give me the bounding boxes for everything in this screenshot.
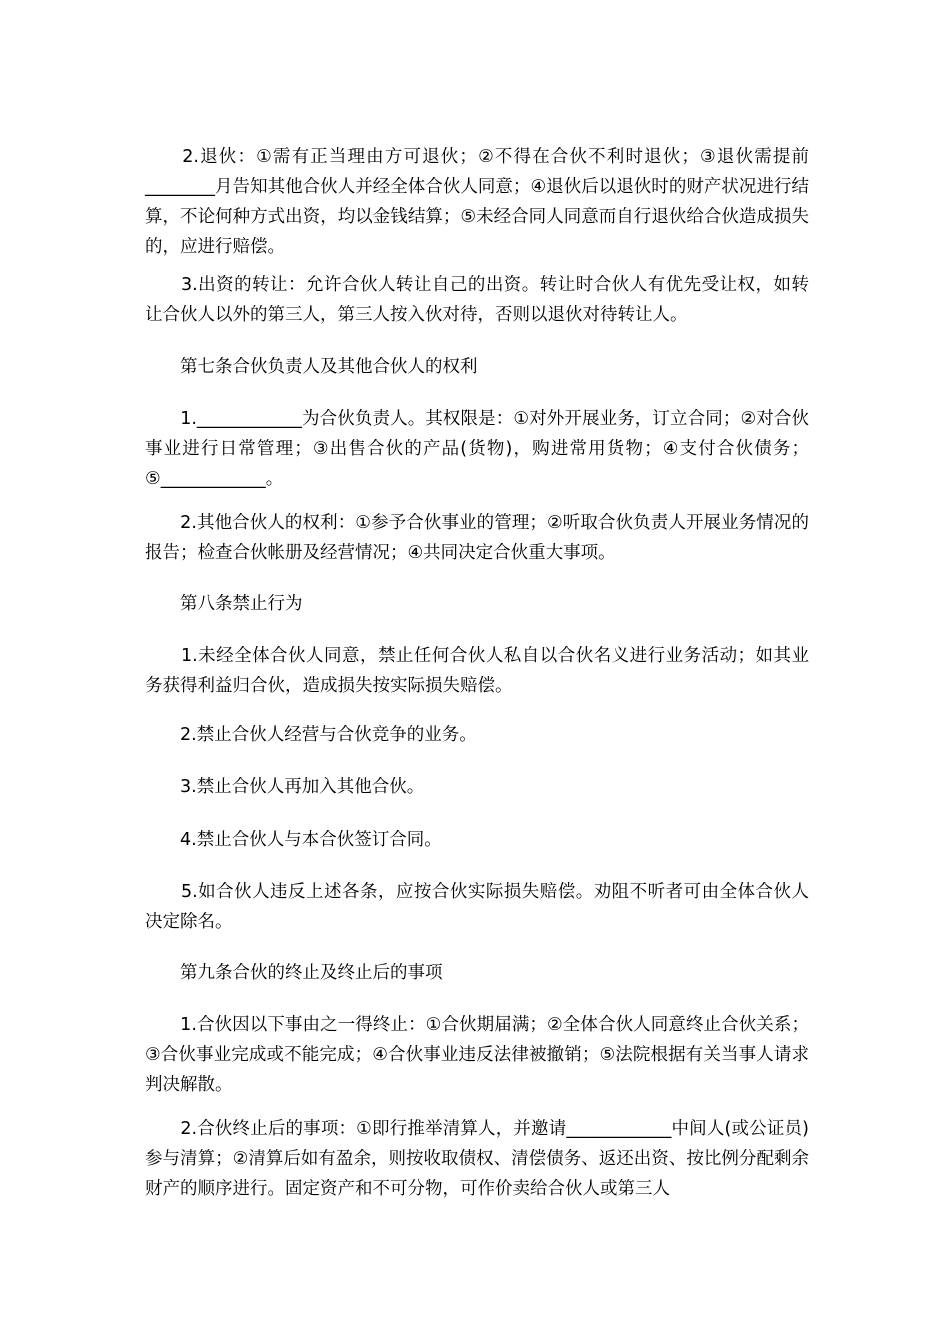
paragraph-termination-causes: 1.合伙因以下事由之一得终止：①合伙期届满；②全体合伙人同意终止合伙关系；③合伙事业完成或不能完成；④合伙事业违反法律被撤销；⑤法院根据有关当事人请求判决解散。 [145, 1015, 809, 1095]
paragraph-after-termination: 2.合伙终止后的事项：①即行推举清算人，并邀请____________中间人(或公证员)参与清算；②清算后如有盈余，则按收取债权、清偿债务、返还出资、按比例分配剩余财产的顺序进行。固定资产和不可分物，可作价卖给合伙人或第三人 [145, 1119, 809, 1199]
paragraph-partnership-manager: 1.____________为合伙负责人。其权限是：①对外开展业务，订立合同；②对合伙事业进行日常管理；③出售合伙的产品(货物)，购进常用货物；④支付合伙债务；⑤____________。 [145, 409, 809, 489]
article-8-heading: 第八条禁止行为 [145, 594, 303, 614]
paragraph-capital-transfer: 3.出资的转让：允许合伙人转让自己的出资。转让时合伙人有优先受让权，如转让合伙人以外的第三人，第三人按入伙对待，否则以退伙对待转让人。 [145, 275, 809, 325]
paragraph-prohibition-5: 5.如合伙人违反上述各条，应按合伙实际损失赔偿。劝阻不听者可由全体合伙人决定除名。 [145, 882, 809, 932]
paragraph-withdrawal: 2.退伙：①需有正当理由方可退伙；②不得在合伙不利时退伙；③退伙需提前________月告知其他合伙人并经全体合伙人同意；④退伙后以退伙时的财产状况进行结算，不论何种方式出资，均以金钱结算；⑤未经合同人同意而自行退伙给合伙造成损失的，应进行赔偿。 [145, 147, 809, 257]
paragraph-other-partners-rights: 2.其他合伙人的权利：①参予合伙事业的管理；②听取合伙负责人开展业务情况的报告；检查合伙帐册及经营情况；④共同决定合伙重大事项。 [145, 513, 809, 563]
paragraph-prohibition-2: 2.禁止合伙人经营与合伙竞争的业务。 [145, 725, 477, 745]
article-9-heading: 第九条合伙的终止及终止后的事项 [145, 963, 443, 983]
paragraph-prohibition-1: 1.未经全体合伙人同意，禁止任何合伙人私自以合伙名义进行业务活动；如其业务获得利益归合伙，造成损失按实际损失赔偿。 [145, 646, 809, 696]
paragraph-prohibition-3: 3.禁止合伙人再加入其他合伙。 [145, 777, 425, 797]
paragraph-prohibition-4: 4.禁止合伙人与本合伙签订合同。 [145, 830, 442, 850]
article-7-heading: 第七条合伙负责人及其他合伙人的权利 [145, 357, 478, 377]
